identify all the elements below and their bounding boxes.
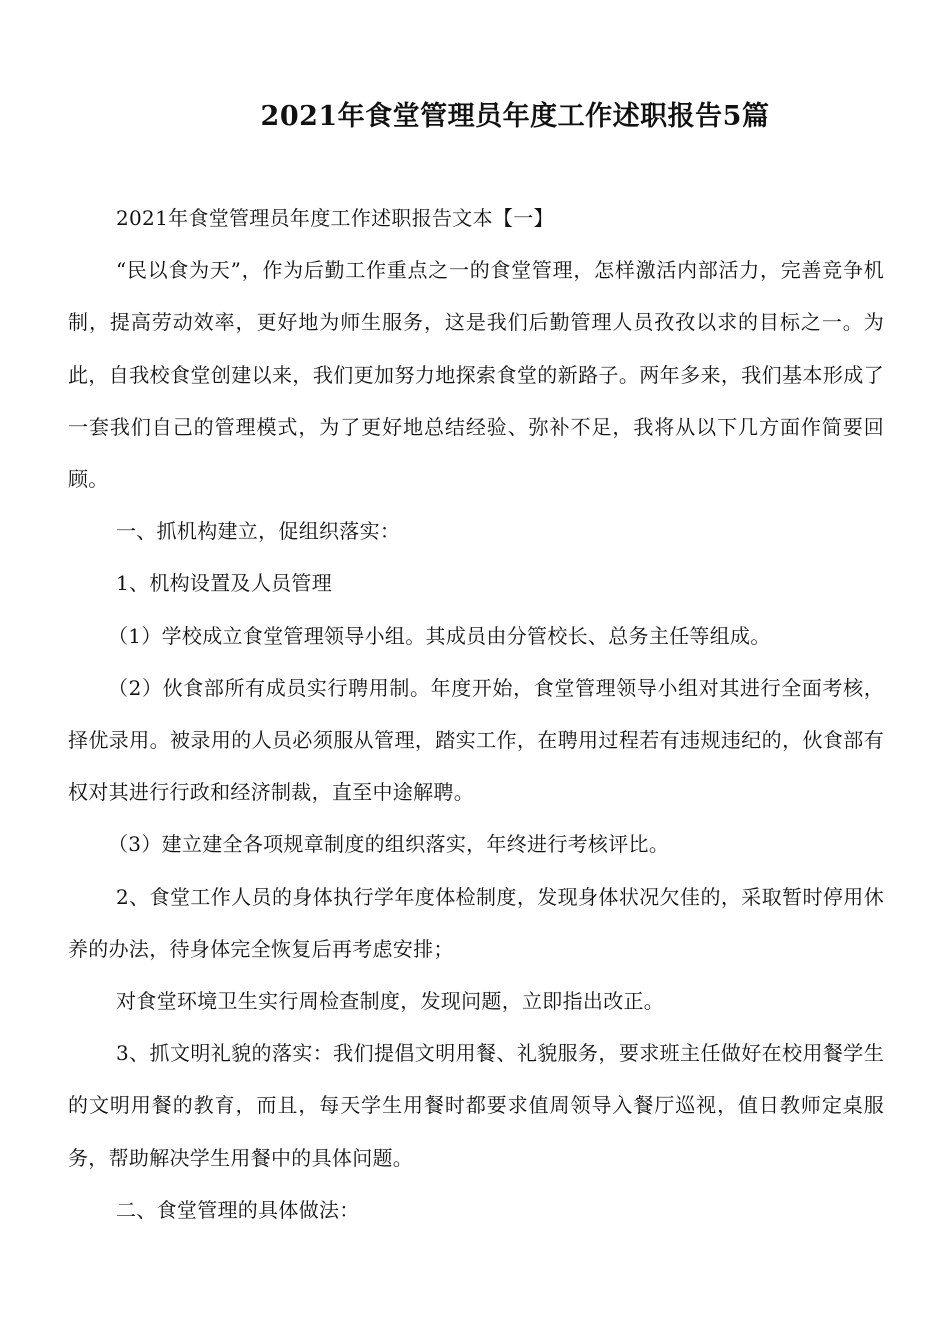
document-body (68, 192, 884, 1236)
paragraph-etiquette: 3、抓文明礼貌的落实：我们提倡文明用餐、礼貌服务，要求班主任做好在校用餐学生的文明用餐的教育，而且，每天学生用餐时都要求值周领导入餐厅巡视，值日教师定桌服务，帮助解决学生用餐中的具体问题。 (68, 1041, 884, 1170)
paragraph-heading-2: 二、食堂管理的具体做法： (116, 1197, 360, 1222)
paragraph-hygiene: 对食堂环境卫生实行周检查制度，发现问题，立即指出改正。 (116, 989, 665, 1014)
document-title: 2021年食堂管理员年度工作述职报告5篇 (260, 101, 770, 132)
paragraph-heading-1: 一、抓机构建立，促组织落实： (116, 519, 401, 544)
paragraph-health-check: 2、食堂工作人员的身体执行学年度体检制度，发现身体状况欠佳的，采取暂时停用休养的办法，待身体完全恢复后再考虑安排； (68, 884, 884, 961)
paragraph-item-1: （1）学校成立食堂管理领导小组。其成员由分管校长、总务主任等组成。 (108, 623, 771, 648)
paragraph-section-heading: 2021年食堂管理员年度工作述职报告文本【一】 (116, 206, 554, 230)
paragraph-item-2: （2）伙食部所有成员实行聘用制。年度开始，食堂管理领导小组对其进行全面考核，择优录用。被录用的人员必须服从管理，踏实工作，在聘用过程若有违规违纪的，伙食部有权对其进行行政和经济制裁，直至中途解聘。 (68, 675, 884, 805)
paragraph-intro: “民以食为天”，作为后勤工作重点之一的食堂管理，怎样激活内部活力，完善竞争机制，提高劳动效率，更好地为师生服务，这是我们后勤管理人员孜孜以求的目标之一。为此，自我校食堂创建以来，我们更加努力地探索食堂的新路子。两年多来，我们基本形成了一套我们自己的管理模式，为了更好地总结经验、弥补不足，我将从以下几方面作简要回顾。 (68, 258, 884, 492)
paragraph-subheading-1: 1、机构设置及人员管理 (116, 571, 333, 596)
paragraph-item-3: （3）建立建全各项规章制度的组织落实，年终进行考核评比。 (108, 832, 670, 857)
